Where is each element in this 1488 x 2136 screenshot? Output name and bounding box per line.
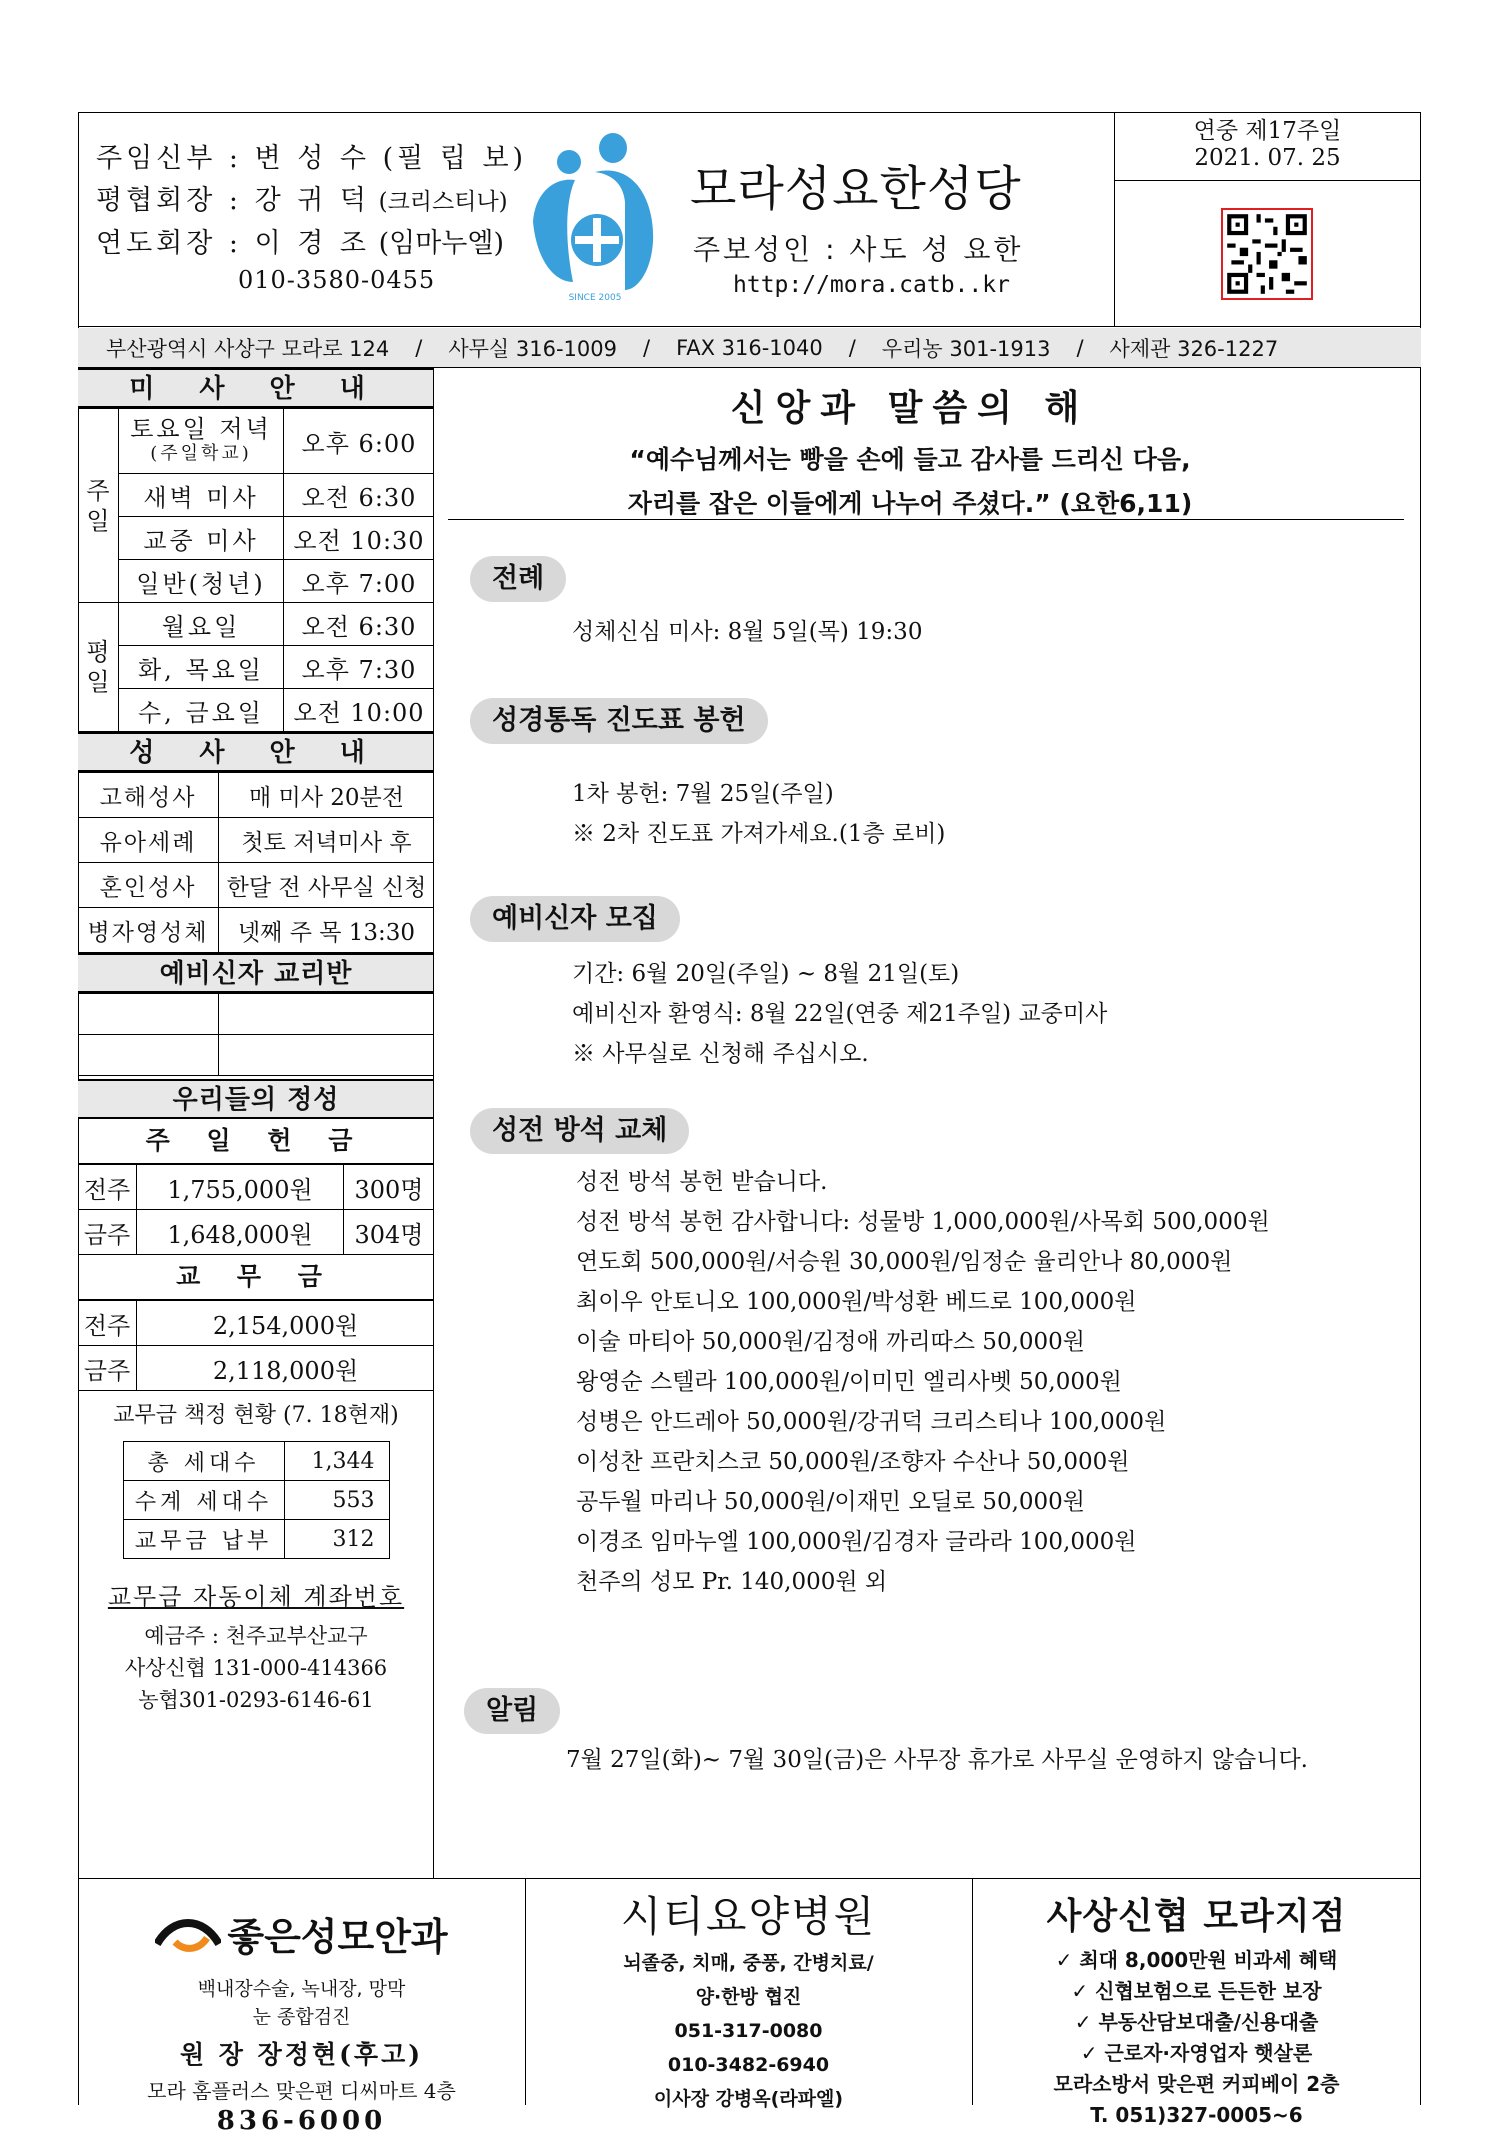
status-value: 312 [284, 1520, 389, 1559]
left-sidebar [78, 368, 434, 1716]
status-label: 교무금 납부 [123, 1520, 284, 1559]
empty-cell [219, 1035, 435, 1076]
liturgical-week [1114, 118, 1421, 172]
offering-amount: 1,755,000원 [137, 1165, 344, 1210]
address-bar [78, 328, 1421, 368]
empty-cell [78, 994, 219, 1035]
status-label: 수계 세대수 [123, 1481, 284, 1520]
fax-number: FAX 316-1040 [676, 335, 823, 360]
clinic-service: 눈 종합검진 [252, 2006, 351, 2028]
clinic-phone: 836-6000 [216, 2106, 387, 2136]
sacraments-table [78, 772, 434, 953]
status-label: 총 세대수 [123, 1442, 284, 1481]
nursing-hospital-ad [525, 1878, 972, 2110]
account-line: 농협301-0293-6146-61 [138, 1688, 374, 1712]
week-divider [1114, 180, 1421, 181]
catechumen-class-title: 예비신자 교리반 [78, 953, 434, 993]
mass-name: 화, 목요일 [119, 646, 284, 689]
sacrament-name: 혼인성사 [78, 863, 219, 908]
bible-reading-content [572, 774, 945, 854]
cushion-content [576, 1162, 1270, 1602]
liturgy-content [572, 612, 922, 652]
scripture-quote [450, 438, 1370, 526]
hospital-service: 뇌졸중, 치매, 중풍, 간병치료/ [623, 1952, 874, 1974]
mass-schedule-title: 미 사 안 내 [78, 368, 434, 408]
section-title-liturgy: 전례 [470, 556, 566, 602]
hospital-mobile: 010-3482-6940 [667, 2054, 830, 2076]
credit-union-address: 모라소방서 맞은편 커피베이 2층 [1053, 2072, 1340, 2096]
sacraments-title: 성 사 안 내 [78, 732, 434, 772]
notice-line: 성병은 안드레아 50,000원/강귀덕 크리스티나 100,000원 [576, 1409, 1167, 1435]
parish-logo-icon [525, 132, 665, 308]
weekday-label: 평 일 [78, 603, 119, 732]
mass-name-sub: (주일학교) [150, 442, 252, 464]
notice-line: 최이우 안토니오 100,000원/박성환 베드로 100,000원 [576, 1289, 1137, 1315]
separator: / [415, 335, 423, 360]
hospital-chairman: 이사장 강병옥(라파엘) [653, 2088, 844, 2110]
office-phone: 사무실 316-1009 [448, 336, 617, 361]
church-dues-table [78, 1300, 434, 1391]
offerings-title: 우리들의 정성 [78, 1079, 434, 1119]
hospital-phone: 051-317-0080 [674, 2020, 823, 2042]
eye-clinic-ad [78, 1878, 525, 2136]
mass-name: 일반(청년) [119, 560, 284, 603]
notice-line: 이성찬 프란치스코 50,000원/조향자 수산나 50,000원 [576, 1449, 1130, 1475]
clinic-address: 모라 홈플러스 맞은편 디씨마트 4층 [147, 2079, 456, 2103]
catechumen-class-table [78, 993, 434, 1076]
theme-divider [448, 519, 1404, 520]
mass-time: 오전 10:00 [284, 689, 435, 732]
mass-name [119, 409, 284, 474]
logo-text: SINCE 2005 [568, 293, 622, 303]
sacrament-name: 고해성사 [78, 773, 219, 818]
empty-cell [78, 1035, 219, 1076]
hospital-service: 양·한방 협진 [695, 1986, 802, 2008]
bulletin-date: 2021. 07. 25 [1194, 145, 1341, 171]
nonghyup-phone: 우리농 301-1913 [881, 336, 1051, 361]
sacrament-name: 병자영성체 [78, 908, 219, 953]
quote-line: 자리를 잡은 이들에게 나누어 주셨다.” (요한6,11) [627, 489, 1193, 518]
status-value: 1,344 [284, 1442, 389, 1481]
notice-line: 1차 봉헌: 7월 25일(주일) [572, 781, 834, 807]
clinic-name: 좋은성모안과 [227, 1915, 448, 1959]
section-title-cushion: 성전 방석 교체 [470, 1108, 689, 1154]
clergy-info [96, 138, 527, 265]
attendance-count: 300명 [344, 1165, 435, 1210]
period-label: 금주 [78, 1346, 137, 1391]
sacrament-name: 유아세례 [78, 818, 219, 863]
notice-line: 성전 방석 봉헌 받습니다. [576, 1169, 828, 1195]
notice-line: 성전 방석 봉헌 감사합니다: 성물방 1,000,000원/사목회 500,000원 [576, 1209, 1270, 1235]
separator: / [642, 335, 651, 360]
notice-line: 성체신심 미사: 8월 5일(목) 19:30 [572, 619, 923, 645]
clinic-director: 원 장 장정현(후고) [179, 2040, 424, 2069]
header-bottom-line [78, 326, 1421, 327]
qr-code-icon[interactable] [1221, 208, 1313, 300]
dues-status-note: 교무금 책정 현황 (7. 18현재) [113, 1403, 399, 1428]
church-dues-title: 교 무 금 [78, 1255, 434, 1300]
offering-amount: 1,648,000원 [137, 1210, 344, 1255]
period-label: 전주 [78, 1301, 137, 1346]
notice-line: 7월 27일(화)~ 7월 30일(금)은 사무장 휴가로 사무실 운영하지 않습니다. [566, 1747, 1308, 1773]
sacrament-info: 첫토 저녁미사 후 [219, 818, 435, 863]
section-title-catechumen: 예비신자 모집 [470, 896, 680, 942]
mass-time: 오후 6:00 [284, 409, 435, 474]
notice-line: 예비신자 환영식: 8월 22일(연중 제21주일) 교중미사 [572, 1001, 1108, 1027]
account-line: 예금주 : 천주교부산교구 [144, 1624, 368, 1648]
dues-amount: 2,118,000원 [137, 1346, 435, 1391]
sunday-offering-table [78, 1164, 434, 1255]
patron-saint: 주보성인 : 사도 성 요한 [693, 233, 1024, 266]
credit-union-benefit: ✓ 신협보험으로 든든한 보장 [1071, 1979, 1322, 2003]
council-president-name: (크리스티나) [378, 189, 508, 215]
dues-status-table [123, 1441, 390, 1559]
period-label: 전주 [78, 1165, 137, 1210]
section-title-notice: 알림 [464, 1688, 560, 1734]
mass-time: 오후 7:00 [284, 560, 435, 603]
notice-content [566, 1740, 1308, 1780]
website-link[interactable]: http://mora.catb..kr [733, 272, 1010, 298]
contact-phone: 010-3580-0455 [238, 266, 436, 294]
week-name: 연중 제17주일 [1193, 118, 1342, 144]
mass-name: 새벽 미사 [119, 474, 284, 517]
quote-line: “예수님께서는 빵을 손에 들고 감사를 드리신 다음, [629, 445, 1191, 474]
mass-name: 수, 금요일 [119, 689, 284, 732]
credit-union-benefit: ✓ 근로자·자영업자 햇살론 [1080, 2041, 1313, 2065]
separator: / [848, 335, 856, 360]
credit-union-benefit: ✓ 최대 8,000만원 비과세 혜택 [1055, 1948, 1338, 1972]
yeondo-president: 연도회장 : 이 경 조 [96, 228, 371, 259]
clinic-service: 백내장수술, 녹내장, 망막 [197, 1978, 406, 2000]
notice-line: 왕영순 스텔라 100,000원/이미민 엘리사벳 50,000원 [576, 1369, 1122, 1395]
mass-time: 오전 6:30 [284, 474, 435, 517]
mass-time: 오전 6:30 [284, 603, 435, 646]
eye-logo-icon [155, 1914, 221, 1954]
notice-line: 기간: 6월 20일(주일) ~ 8월 21일(토) [572, 961, 960, 987]
notice-line: 이경조 임마누엘 100,000원/김경자 글라라 100,000원 [576, 1529, 1137, 1555]
notice-line: 연도회 500,000원/서승원 30,000원/임정순 율리안나 80,000원 [576, 1249, 1233, 1275]
catechumen-content [572, 954, 1107, 1074]
mass-time: 오후 7:30 [284, 646, 435, 689]
status-value: 553 [284, 1481, 389, 1520]
mass-time: 오전 10:30 [284, 517, 435, 560]
notice-line: 천주의 성모 Pr. 140,000원 외 [576, 1569, 888, 1595]
credit-union-phone: T. 051)327-0005~6 [1090, 2103, 1303, 2127]
notice-line: ※ 2차 진도표 가져가세요.(1층 로비) [572, 821, 946, 847]
account-title: 교무금 자동이체 계좌번호 [107, 1583, 405, 1611]
sunday-offering-title: 주 일 헌 금 [78, 1119, 434, 1164]
sacrament-info: 매 미사 20분전 [219, 773, 435, 818]
credit-union-benefit: ✓ 부동산담보대출/신용대출 [1074, 2010, 1319, 2034]
attendance-count: 304명 [344, 1210, 435, 1255]
mass-schedule-table [78, 408, 434, 732]
sacrament-info: 넷째 주 목 13:30 [219, 908, 435, 953]
sacrament-info: 한달 전 사무실 신청 [219, 863, 435, 908]
period-label: 금주 [78, 1210, 137, 1255]
dues-amount: 2,154,000원 [137, 1301, 435, 1346]
account-line: 사상신협 131-000-414366 [124, 1656, 388, 1680]
parish-address: 부산광역시 사상구 모라로 124 [106, 336, 390, 361]
hospital-name: 시티요양병원 [620, 1892, 877, 1941]
parish-name: 모라성요한성당 [690, 161, 1022, 217]
council-president: 평협회장 : 강 귀 덕 [96, 185, 371, 216]
empty-cell [219, 994, 435, 1035]
notice-line: ※ 사무실로 신청해 주십시오. [572, 1041, 869, 1067]
mass-name: 월요일 [119, 603, 284, 646]
rectory-phone: 사제관 326-1227 [1109, 336, 1279, 361]
section-title-bible-reading: 성경통독 진도표 봉헌 [470, 698, 768, 744]
separator: / [1076, 335, 1084, 360]
notice-line: 공두월 마리나 50,000원/이재민 오딜로 50,000원 [576, 1489, 1086, 1515]
account-info [78, 1620, 434, 1716]
credit-union-ad [972, 1878, 1421, 2127]
column-divider [433, 368, 434, 1878]
notice-line: 이술 마티아 50,000원/김정애 까리따스 50,000원 [576, 1329, 1086, 1355]
sunday-label: 주 일 [78, 409, 119, 603]
year-theme: 신앙과 말씀의 해 [730, 388, 1090, 429]
pastor: 주임신부 : 변 성 수 (필 립 보) [96, 143, 528, 174]
credit-union-name: 사상신협 모라지점 [1046, 1896, 1347, 1937]
mass-name: 교중 미사 [119, 517, 284, 560]
mass-name-text: 토요일 저녁 [130, 414, 272, 443]
yeondo-president-name: (임마누엘) [378, 228, 505, 259]
